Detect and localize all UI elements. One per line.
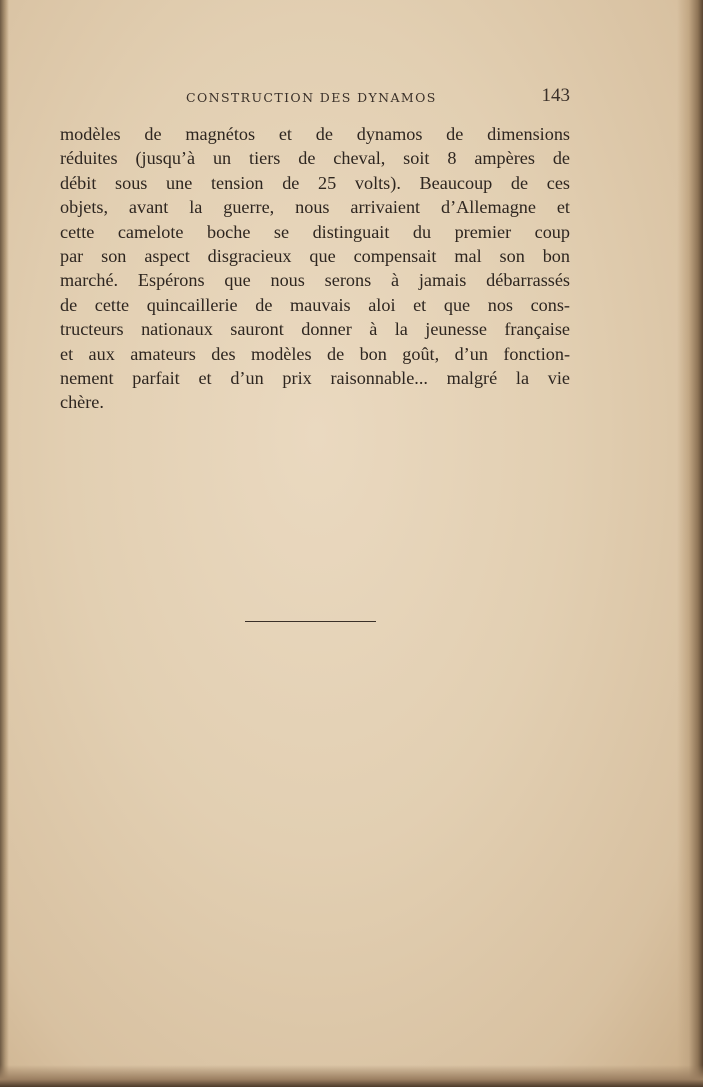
text-line: cette camelote boche se distinguait du premier coup xyxy=(60,221,570,242)
text-line: chère. xyxy=(60,392,104,413)
page-number: 143 xyxy=(541,85,570,106)
text-line: de cette quincaillerie de mauvais aloi et que nos cons- xyxy=(60,294,570,315)
page-left-edge xyxy=(0,0,9,1087)
section-end-rule xyxy=(245,621,376,622)
text-line: marché. Espérons que nous serons à jamais débarrassés xyxy=(60,270,570,291)
text-line: débit sous une tension de 25 volts). Beaucoup de ces xyxy=(60,172,570,193)
body-paragraph xyxy=(60,122,570,415)
text-line: et aux amateurs des modèles de bon goût, d’un fonction- xyxy=(60,343,570,364)
running-head xyxy=(60,85,570,110)
page-right-edge xyxy=(677,0,703,1087)
page-bottom-edge xyxy=(0,1065,703,1087)
text-line: modèles de magnétos et de dynamos de dimensions xyxy=(60,124,570,144)
text-line: nement parfait et d’un prix raisonnable... malgré la vie xyxy=(60,368,570,389)
text-line: réduites (jusqu’à un tiers de cheval, soit 8 ampères de xyxy=(60,148,570,169)
running-title: CONSTRUCTION DES DYNAMOS xyxy=(186,90,437,105)
text-line: tructeurs nationaux sauront donner à la jeunesse française xyxy=(60,319,570,340)
text-line: objets, avant la guerre, nous arrivaient d’Allemagne et xyxy=(60,197,570,218)
text-line: par son aspect disgracieux que compensait mal son bon xyxy=(60,246,570,267)
